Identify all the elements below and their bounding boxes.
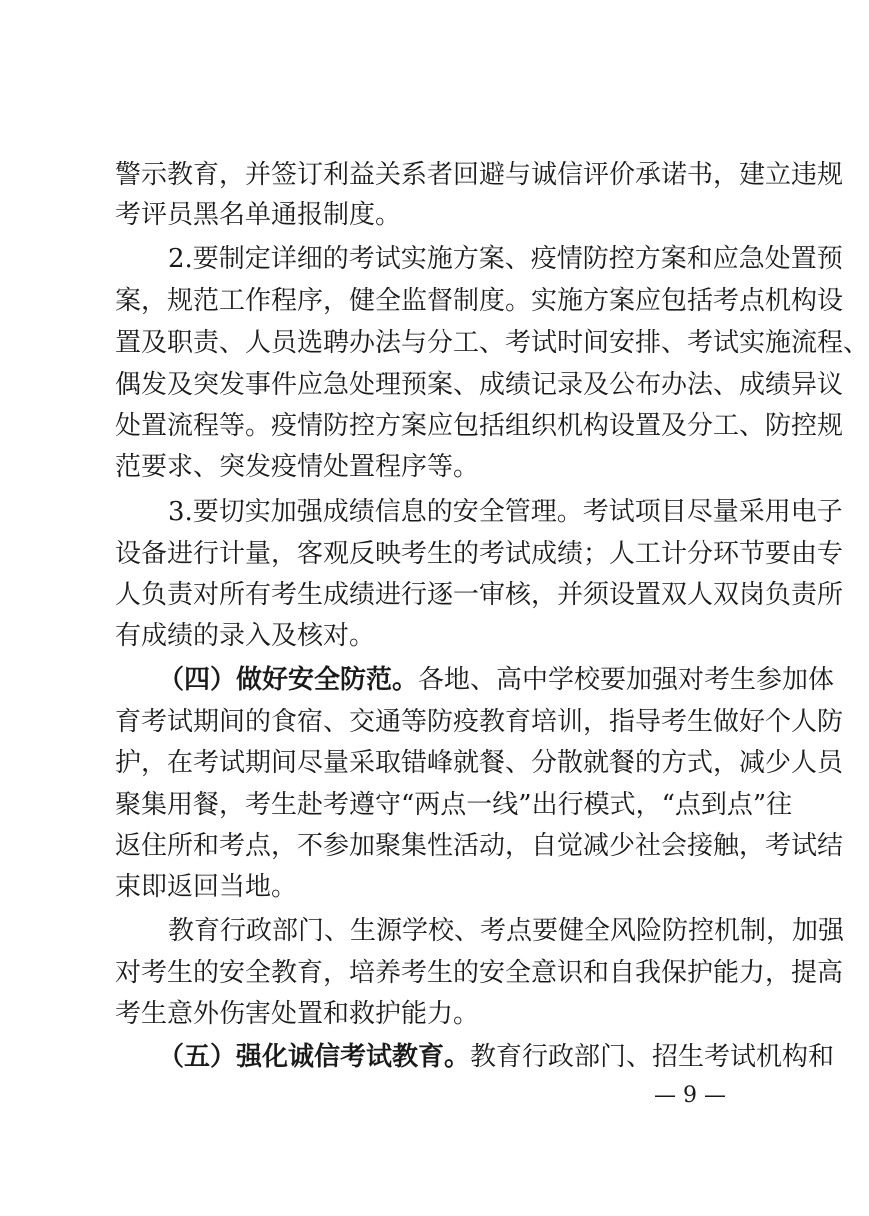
text-line: 案，规范工作程序，健全监督制度。实施方案应包括考点机构设 [115, 286, 844, 316]
text-line: 范要求、突发疫情处置程序等。 [115, 452, 480, 482]
section-line [158, 665, 835, 695]
text-line: 对考生的安全教育，培养考生的安全意识和自我保护能力，提高 [115, 958, 844, 988]
text-line: 聚集用餐，考生赴考遵守“两点一线”出行模式，“点到点”往 [115, 790, 793, 820]
text-line: 考生意外伤害处置和救护能力。 [115, 999, 480, 1029]
section-line [158, 1042, 835, 1072]
text-line: 处置流程等。疫情防控方案应包括组织机构设置及分工、防控规 [115, 411, 844, 441]
text-line: 有成绩的录入及核对。 [115, 621, 376, 651]
text-line: 束即返回当地。 [115, 872, 298, 902]
text-line: 警示教育，并签订利益关系者回避与诚信评价承诺书，建立违规 [115, 160, 844, 190]
text-line: 返住所和考点，不参加聚集性活动，自觉减少社会接触，考试结 [115, 831, 844, 861]
section-text: 教育行政部门、招生考试机构和 [470, 1042, 835, 1072]
text-line: 育考试期间的食宿、交通等防疫教育培训，指导考生做好个人防 [115, 707, 844, 737]
text-line: 2.要制定详细的考试实施方案、疫情防控方案和应急处置预 [168, 244, 843, 274]
section-heading-4: （四）做好安全防范。 [158, 665, 419, 695]
text-line: 置及职责、人员选聘办法与分工、考试时间安排、考试实施流程、 [115, 328, 869, 358]
section-heading-5: （五）强化诚信考试教育。 [158, 1042, 471, 1072]
text-line: 护，在考试期间尽量采取错峰就餐、分散就餐的方式，减少人员 [115, 748, 844, 778]
text-line: 教育行政部门、生源学校、考点要健全风险防控机制，加强 [168, 916, 845, 946]
text-line: 设备进行计量，客观反映考生的考试成绩；人工计分环节要由专 [115, 539, 844, 569]
text-line: 人负责对所有考生成绩进行逐一审核，并须设置双人双岗负责所 [115, 580, 844, 610]
text-line: 考评员黑名单通报制度。 [115, 200, 402, 230]
text-line: 3.要切实加强成绩信息的安全管理。考试项目尽量采用电子 [168, 497, 843, 527]
text-line: 偶发及突发事件应急处理预案、成绩记录及公布办法、成绩异议 [115, 370, 844, 400]
section-text: 各地、高中学校要加强对考生参加体 [418, 665, 835, 695]
page-number: — 9 — [654, 1083, 726, 1108]
